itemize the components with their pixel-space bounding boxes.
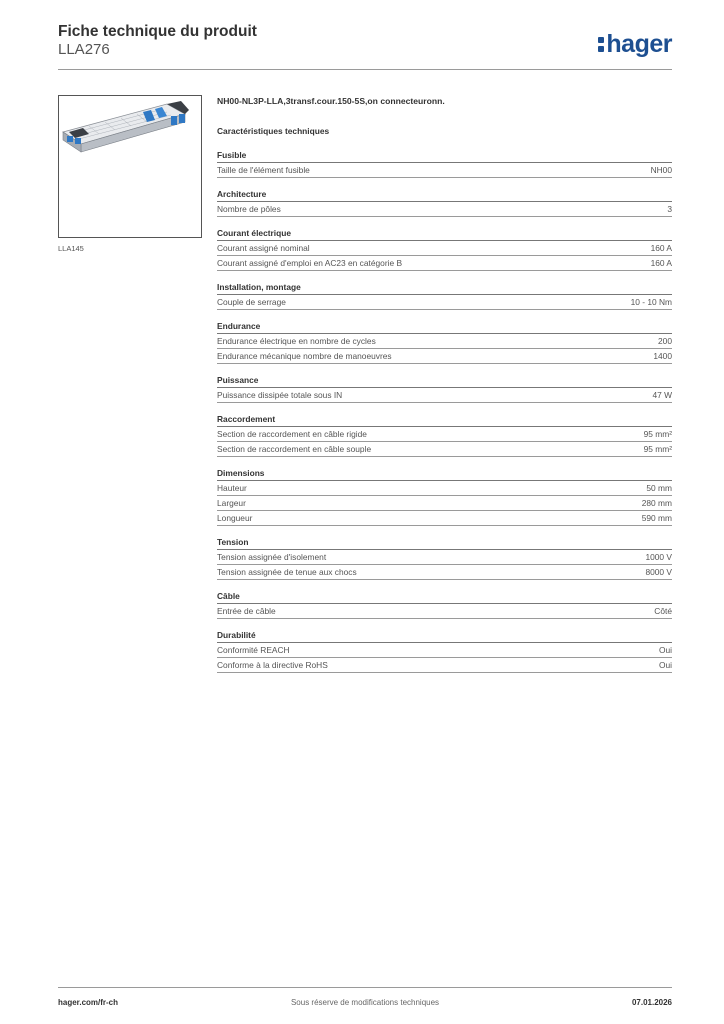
spec-value: 1000 V — [645, 552, 672, 562]
spec-group-title: Durabilité — [217, 629, 672, 643]
spec-group — [217, 467, 672, 526]
footer-note: Sous réserve de modifications techniques — [290, 998, 440, 1007]
spec-value: Oui — [658, 645, 672, 655]
product-reference: LLA276 — [58, 41, 110, 58]
spec-value: 50 mm — [646, 483, 672, 493]
spec-group — [217, 536, 672, 580]
spec-label: Nombre de pôles — [217, 204, 281, 214]
spec-value: 95 mm² — [643, 429, 672, 439]
spec-row — [217, 256, 672, 271]
hager-logo — [598, 30, 672, 58]
spec-row — [217, 481, 672, 496]
section-title: Caractéristiques techniques — [217, 126, 330, 136]
spec-row — [217, 388, 672, 403]
spec-group-title: Raccordement — [217, 413, 672, 427]
spec-value: 1400 — [653, 351, 672, 361]
spec-label: Tension assignée d'isolement — [217, 552, 327, 562]
spec-label: Courant assigné nominal — [217, 243, 310, 253]
spec-row — [217, 163, 672, 178]
spec-value: 280 mm — [641, 498, 672, 508]
spec-row — [217, 565, 672, 580]
spec-label: Section de raccordement en câble rigide — [217, 429, 367, 439]
product-image — [58, 95, 202, 238]
fuse-switch-illustration-icon — [59, 96, 201, 237]
spec-value: 8000 V — [645, 567, 672, 577]
spec-value: 47 W — [652, 390, 672, 400]
spec-label: Section de raccordement en câble souple — [217, 444, 372, 454]
spec-label: Puissance dissipée totale sous IN — [217, 390, 343, 400]
spec-label: Longueur — [217, 513, 253, 523]
spec-label: Largeur — [217, 498, 246, 508]
spec-label: Taille de l'élément fusible — [217, 165, 310, 175]
spec-label: Conformité REACH — [217, 645, 290, 655]
spec-value: Oui — [658, 660, 672, 670]
spec-row — [217, 658, 672, 673]
spec-label: Entrée de câble — [217, 606, 276, 616]
footer-date: 07.01.2026 — [631, 998, 672, 1007]
spec-row — [217, 295, 672, 310]
spec-groups — [217, 149, 672, 673]
header-divider — [58, 69, 672, 70]
spec-group — [217, 413, 672, 457]
spec-group-title: Architecture — [217, 188, 672, 202]
spec-row — [217, 496, 672, 511]
spec-row — [217, 202, 672, 217]
spec-group-title: Courant électrique — [217, 227, 672, 241]
spec-group — [217, 227, 672, 271]
spec-group — [217, 629, 672, 673]
spec-label: Tension assignée de tenue aux chocs — [217, 567, 357, 577]
spec-value: 10 - 10 Nm — [630, 297, 672, 307]
spec-value: 590 mm — [641, 513, 672, 523]
spec-value: 160 A — [650, 258, 672, 268]
spec-label: Couple de serrage — [217, 297, 286, 307]
spec-label: Endurance électrique en nombre de cycles — [217, 336, 376, 346]
page-footer — [58, 987, 672, 1007]
spec-row — [217, 550, 672, 565]
spec-row — [217, 349, 672, 364]
spec-label: Endurance mécanique nombre de manoeuvres — [217, 351, 392, 361]
logo-text: hager — [606, 30, 672, 58]
image-caption: LLA145 — [58, 244, 84, 253]
spec-group-title: Câble — [217, 590, 672, 604]
footer-website: hager.com/fr-ch — [58, 998, 119, 1007]
spec-row — [217, 241, 672, 256]
spec-group-title: Tension — [217, 536, 672, 550]
spec-value: 95 mm² — [643, 444, 672, 454]
spec-label: Conforme à la directive RoHS — [217, 660, 328, 670]
spec-group — [217, 149, 672, 178]
page-header — [58, 22, 672, 68]
spec-group — [217, 590, 672, 619]
spec-row — [217, 427, 672, 442]
spec-group — [217, 188, 672, 217]
spec-group-title: Endurance — [217, 320, 672, 334]
spec-group — [217, 320, 672, 364]
spec-group-title: Installation, montage — [217, 281, 672, 295]
document-title: Fiche technique du produit — [58, 23, 257, 40]
spec-row — [217, 604, 672, 619]
logo-dots-icon — [598, 34, 605, 54]
spec-value: 200 — [658, 336, 672, 346]
spec-row — [217, 334, 672, 349]
spec-group-title: Fusible — [217, 149, 672, 163]
spec-row — [217, 442, 672, 457]
spec-row — [217, 643, 672, 658]
spec-group-title: Puissance — [217, 374, 672, 388]
spec-label: Hauteur — [217, 483, 247, 493]
spec-group — [217, 374, 672, 403]
spec-group — [217, 281, 672, 310]
specifications — [217, 96, 672, 683]
spec-value: 160 A — [650, 243, 672, 253]
spec-value: Côté — [654, 606, 672, 616]
product-description: NH00-NL3P-LLA,3transf.cour.150-5S,on connecteuronn. — [217, 96, 445, 106]
spec-value: 3 — [667, 204, 672, 214]
spec-row — [217, 511, 672, 526]
spec-label: Courant assigné d'emploi en AC23 en catégorie B — [217, 258, 403, 268]
spec-value: NH00 — [650, 165, 672, 175]
spec-group-title: Dimensions — [217, 467, 672, 481]
